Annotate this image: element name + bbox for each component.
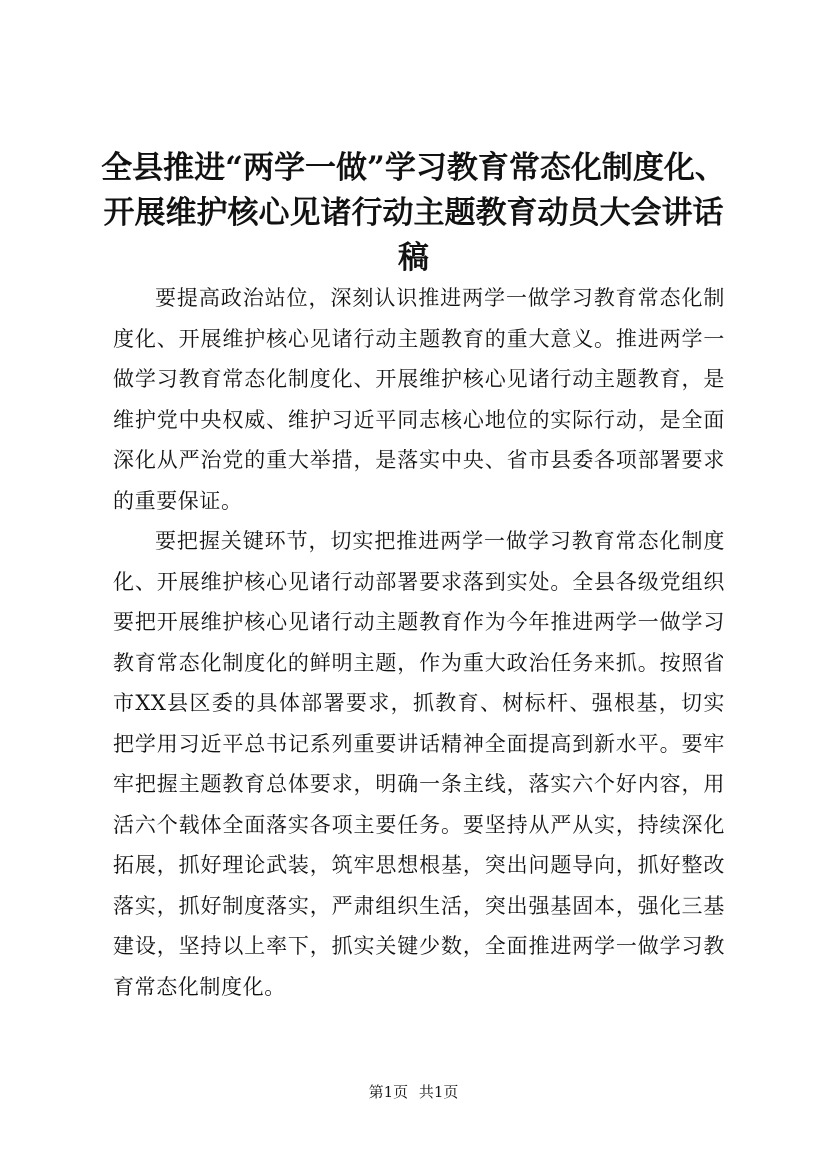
paragraph-1: 要提高政治站位，深刻认识推进两学一做学习教育常态化制度化、开展维护核心见诸行动主题教育的重大意义。推进两学一做学习教育常态化制度化、开展维护核心见诸行动主题教育，是维护党中央权威、维护习近平同志核心地位的实际行动，是全面深化从严治党的重大举措，是落实中央、省市县委各项部署要求的重要保证。 bbox=[113, 286, 725, 513]
paragraph-2: 要把握关键环节，切实把推进两学一做学习教育常态化制度化、开展维护核心见诸行动部署要求落到实处。全县各级党组织要把开展维护核心见诸行动主题教育作为今年推进两学一做学习教育常态化制度化的鲜明主题，作为重大政治任务来抓。按照省市XX县区委的具体部署要求，抓教育、树标杆、强根基，切实把学用习近平总书记系列重要讲话精神全面提高到新水平。要牢牢把握主题教育总体要求，明确一条主线，落实六个好内容，用活六个载体全面落实各项主要任务。要坚持从严从实，持续深化拓展，抓好理论武装，筑牢思想根基，突出问题导向，抓好整改落实，抓好制度落实，严肃组织生活，突出强基固本，强化三基建设，坚持以上率下，抓实关键少数，全面推进两学一做学习教育常态化制度化。 bbox=[113, 529, 725, 999]
page-footer bbox=[0, 1082, 827, 1102]
document-title: 全县推进“两学一做”学习教育常态化制度化、开展维护核心见诸行动主题教育动员大会讲话稿 bbox=[101, 150, 726, 276]
page-number: 第1页 bbox=[368, 1083, 409, 1101]
page-total: 共1页 bbox=[418, 1083, 459, 1101]
document-body bbox=[113, 278, 725, 1007]
